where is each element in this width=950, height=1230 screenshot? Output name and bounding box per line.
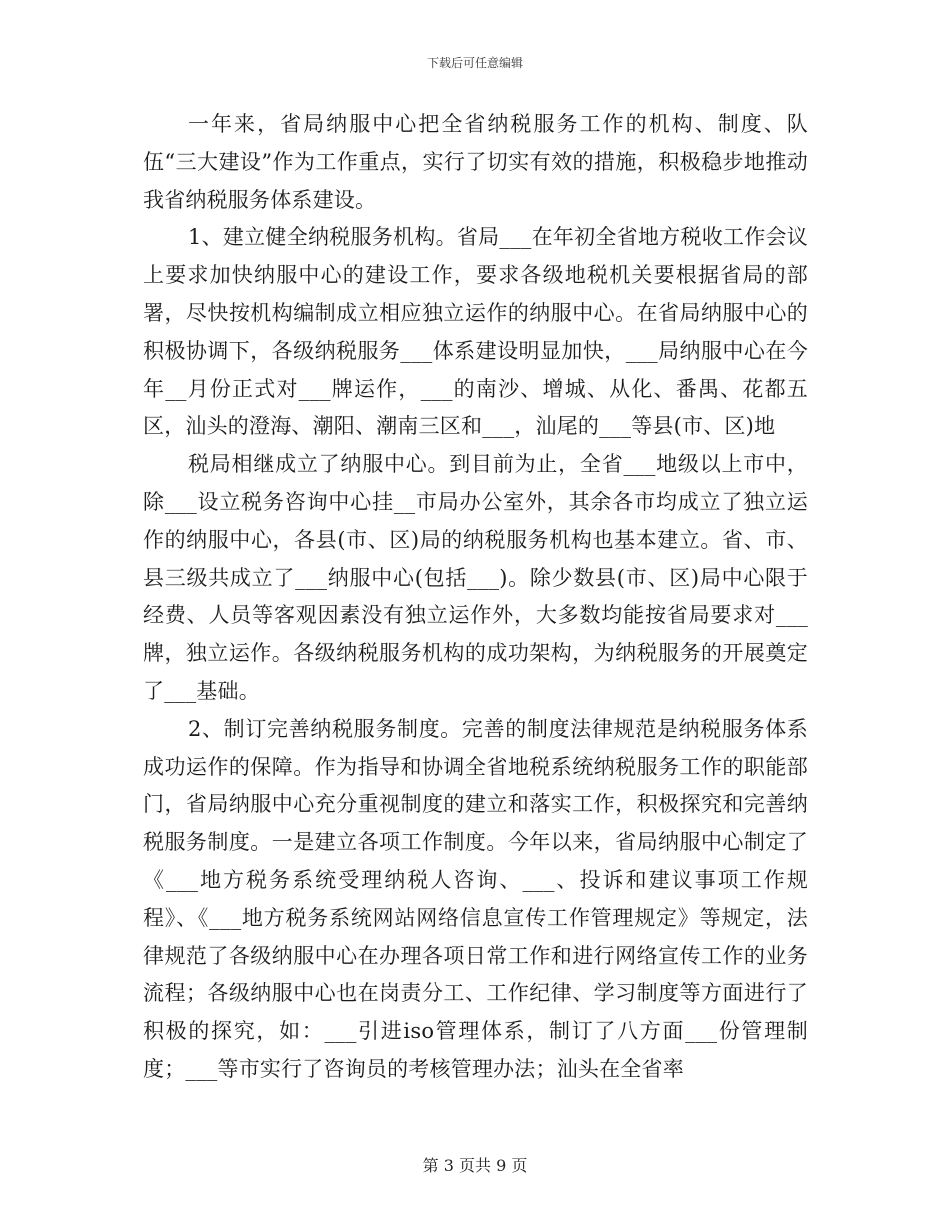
- paragraph-section-1: 1、建立健全纳税服务机构。省局___在年初全省地方税收工作会议上要求加快纳服中心的建设工作，要求各级地税机关要根据省局的部署，尽快按机构编制成立相应独立运作的纳服中心。在省局纳服中心的积极协调下，各级纳税服务___体系建设明显加快，___局纳服中心在今年__月份正式对___牌运作，___的南沙、增城、从化、番禺、花都五区，汕头的澄海、潮阳、潮南三区和___，汕尾的___等县(市、区)地: [143, 225, 808, 439]
- paragraph-intro: 一年来，省局纳服中心把全省纳税服务工作的机构、制度、队伍“三大建设”作为工作重点，实行了切实有效的措施，积极稳步地推动我省纳税服务体系建设。: [143, 112, 808, 212]
- page-header: 下载后可任意编辑: [426, 56, 523, 70]
- document-body: [143, 106, 808, 1089]
- page-number: 第 3 页共 9 页: [422, 1156, 528, 1175]
- paragraph-section-1-continued: 税局相继成立了纳服中心。到目前为止，全省___地级以上市中，除___设立税务咨询中心挂__市局办公室外，其余各市均成立了独立运作的纳服中心，各县(市、区)局的纳税服务机构也基本建立。省、市、县三级共成立了___纳服中心(包括___)。除少数县(市、区)局中心限于经费、人员等客观因素没有独立运作外，大多数均能按省局要求对___牌，独立运作。各级纳税服务机构的成功架构，为纳税服务的开展奠定了___基础。: [143, 452, 808, 703]
- paragraph-section-2: 2、制订完善纳税服务制度。完善的制度法律规范是纳税服务体系成功运作的保障。作为指导和协调全省地税系统纳税服务工作的职能部门，省局纳服中心充分重视制度的建立和落实工作，积极探究和完善纳税服务制度。一是建立各项工作制度。今年以来，省局纳服中心制定了《___地方税务系统受理纳税人咨询、___、投诉和建议事项工作规程》、《___地方税务系统网站网络信息宣传工作管理规定》等规定，法律规范了各级纳服中心在办理各项日常工作和进行网络宣传工作的业务流程；各级纳服中心也在岗责分工、工作纪律、学习制度等方面进行了积极的探究，如：___引进iso管理体系，制订了八方面___份管理制度；___等市实行了咨询员的考核管理办法；汕头在全省率: [143, 716, 808, 1081]
